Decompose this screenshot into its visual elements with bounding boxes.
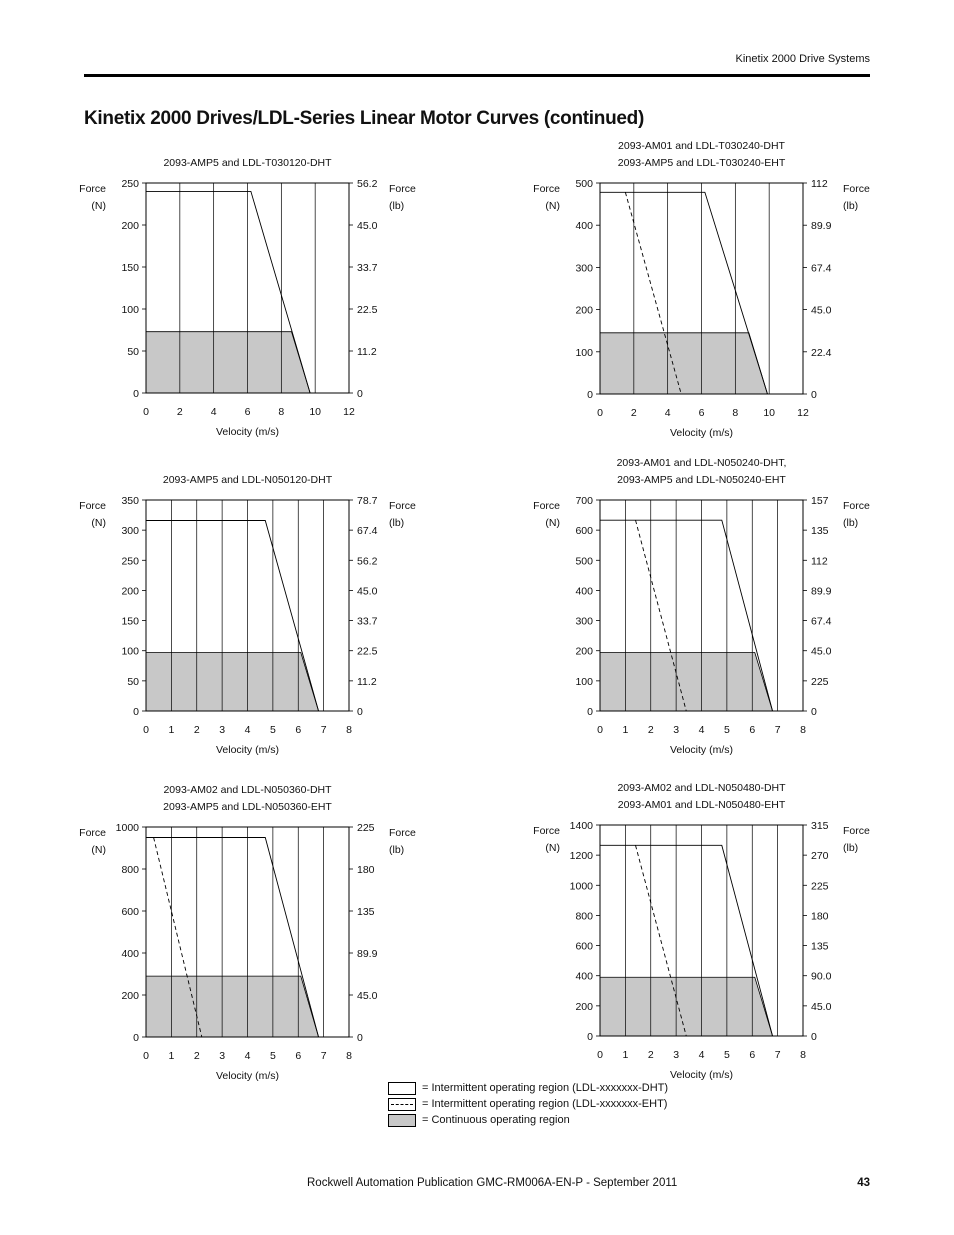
x-tick-label: 12 <box>343 406 355 418</box>
y-tick-label-left: 1000 <box>569 880 593 893</box>
y-tick-label-left: 0 <box>133 706 139 718</box>
y-tick-label-left: 300 <box>121 525 139 538</box>
legend-label: = Intermittent operating region (LDL-xxxxxxx-EHT) <box>422 1098 668 1110</box>
y-tick-label-right: 22.5 <box>357 304 378 316</box>
x-tick-label: 7 <box>774 1049 781 1061</box>
y-tick-label-left: 400 <box>575 970 593 983</box>
y-tick-label-right: 270 <box>811 850 829 863</box>
y-tick-label-left: 0 <box>587 389 593 401</box>
y-tick-label-right: 90.0 <box>811 970 832 983</box>
y-tick-label-right: 45.0 <box>811 1000 832 1013</box>
y-tick-label-left: 100 <box>575 346 593 359</box>
continuous-region <box>146 653 319 711</box>
y-axis-title-left: Force <box>533 183 560 195</box>
x-axis-title: Velocity (m/s) <box>669 1069 734 1081</box>
y-axis-title-right: Force <box>389 500 416 512</box>
force-velocity-chart <box>76 777 419 1097</box>
y-axis-title-right: (lb) <box>843 842 859 854</box>
y-tick-label-right: 0 <box>357 388 363 400</box>
chart-title: 2093-AMP5 and LDL-N050120-DHT <box>162 474 333 486</box>
y-tick-label-right: 0 <box>811 389 817 401</box>
y-tick-label-right: 112 <box>811 178 828 190</box>
y-axis-title-left: Force <box>533 825 560 837</box>
x-tick-label: 5 <box>723 1049 730 1061</box>
legend-label: = Intermittent operating region (LDL-xxxxxxx-DHT) <box>422 1082 669 1094</box>
chart-title: 2093-AMP5 and LDL-N050240-EHT <box>617 474 786 486</box>
x-tick-label: 6 <box>244 406 251 418</box>
y-tick-label-right: 89.9 <box>811 220 832 233</box>
x-axis-title: Velocity (m/s) <box>669 744 734 756</box>
y-tick-label-right: 45.0 <box>357 220 378 232</box>
y-axis-title-left: (N) <box>91 517 106 529</box>
header-rule <box>84 74 870 77</box>
y-tick-label-left: 1400 <box>569 820 593 832</box>
x-axis-title: Velocity (m/s) <box>215 744 280 756</box>
y-tick-label-right: 78.7 <box>357 495 378 507</box>
y-axis-title-left: Force <box>79 500 106 512</box>
x-tick-label: 6 <box>749 1049 756 1061</box>
y-tick-label-left: 1200 <box>569 850 593 863</box>
x-tick-label: 4 <box>210 406 217 418</box>
x-tick-label: 4 <box>244 1050 251 1062</box>
y-tick-label-right: 135 <box>357 906 375 918</box>
x-tick-label: 7 <box>320 724 327 736</box>
y-axis-title-right: Force <box>843 825 870 837</box>
y-tick-label-right: 89.9 <box>811 585 832 598</box>
force-velocity-chart <box>76 450 419 771</box>
force-velocity-chart <box>76 133 419 453</box>
y-tick-label-right: 135 <box>811 940 829 953</box>
y-tick-label-right: 180 <box>357 864 375 876</box>
x-tick-label: 1 <box>622 724 629 736</box>
y-tick-label-left: 200 <box>121 585 139 598</box>
x-tick-label: 1 <box>622 1049 629 1061</box>
x-tick-label: 2 <box>630 407 637 419</box>
y-tick-label-left: 300 <box>575 615 593 628</box>
y-tick-label-right: 33.7 <box>357 615 378 628</box>
x-tick-label: 6 <box>698 407 705 419</box>
y-tick-label-left: 200 <box>575 304 593 317</box>
x-tick-label: 8 <box>346 1050 352 1062</box>
x-axis-title: Velocity (m/s) <box>215 426 280 438</box>
y-tick-label-right: 157 <box>811 495 829 507</box>
force-velocity-chart <box>530 775 873 1096</box>
y-tick-label-left: 150 <box>121 615 139 628</box>
y-tick-label-left: 0 <box>133 388 139 400</box>
y-axis-title-right: (lb) <box>843 517 859 529</box>
x-tick-label: 6 <box>295 1050 302 1062</box>
y-tick-label-right: 11.2 <box>357 346 377 358</box>
x-tick-label: 8 <box>346 724 352 736</box>
y-axis-title-left: (N) <box>91 200 106 212</box>
y-axis-title-right: (lb) <box>389 200 405 212</box>
y-tick-label-left: 1000 <box>115 822 139 834</box>
y-tick-label-left: 600 <box>575 525 593 538</box>
y-tick-label-left: 600 <box>575 940 593 953</box>
x-tick-label: 4 <box>244 724 251 736</box>
legend-label: = Continuous operating region <box>422 1114 570 1126</box>
continuous-region <box>146 332 310 393</box>
x-axis-title: Velocity (m/s) <box>669 427 734 439</box>
y-tick-label-left: 250 <box>121 178 139 190</box>
x-tick-label: 7 <box>774 724 781 736</box>
x-tick-label: 8 <box>278 406 285 418</box>
y-tick-label-left: 400 <box>575 220 593 233</box>
y-tick-label-left: 350 <box>121 495 139 507</box>
legend-swatch-solid <box>388 1082 416 1095</box>
x-tick-label: 0 <box>143 406 149 418</box>
running-header: Kinetix 2000 Drive Systems <box>735 53 870 65</box>
y-tick-label-right: 67.4 <box>811 615 832 628</box>
x-tick-label: 2 <box>647 1049 654 1061</box>
y-tick-label-right: 0 <box>811 706 817 718</box>
y-tick-label-right: 56.2 <box>357 555 378 568</box>
x-tick-label: 4 <box>664 407 671 419</box>
x-tick-label: 5 <box>723 724 730 736</box>
y-axis-title-right: Force <box>389 827 416 839</box>
legend-swatch-dashed <box>388 1098 416 1111</box>
y-tick-label-left: 600 <box>121 906 139 918</box>
y-tick-label-right: 0 <box>357 706 363 718</box>
x-tick-label: 0 <box>597 724 603 736</box>
y-axis-title-left: Force <box>533 500 560 512</box>
x-tick-label: 10 <box>763 407 776 419</box>
y-axis-title-left: Force <box>79 827 106 839</box>
chart-title: 2093-AM02 and LDL-N050480-DHT <box>617 782 786 794</box>
chart-title: 2093-AMP5 and LDL-N050360-EHT <box>163 801 332 813</box>
y-tick-label-right: 22.5 <box>357 645 378 658</box>
x-tick-label: 6 <box>295 724 302 736</box>
y-tick-label-left: 200 <box>121 990 139 1002</box>
chart-title: 2093-AM01 and LDL-T030240-DHT <box>618 140 785 152</box>
y-tick-label-right: 45.0 <box>357 990 378 1002</box>
y-tick-label-left: 200 <box>121 220 139 232</box>
continuous-region <box>146 976 319 1037</box>
y-tick-label-right: 180 <box>811 910 829 923</box>
y-axis-title-right: (lb) <box>843 200 859 212</box>
y-tick-label-left: 250 <box>121 555 139 568</box>
x-tick-label: 0 <box>143 724 149 736</box>
y-tick-label-left: 100 <box>121 645 139 658</box>
y-tick-label-left: 700 <box>575 495 593 507</box>
x-tick-label: 2 <box>193 1050 200 1062</box>
x-tick-label: 2 <box>647 724 654 736</box>
continuous-region <box>600 977 773 1036</box>
y-axis-title-right: Force <box>389 183 416 195</box>
y-axis-title-left: (N) <box>545 842 560 854</box>
y-tick-label-left: 200 <box>575 645 593 658</box>
y-axis-title-left: (N) <box>91 844 106 856</box>
x-tick-label: 5 <box>269 1050 276 1062</box>
force-velocity-chart <box>530 450 873 771</box>
x-tick-label: 5 <box>269 724 276 736</box>
x-tick-label: 0 <box>597 1049 603 1061</box>
y-tick-label-left: 200 <box>575 1000 593 1013</box>
chart-title: 2093-AM02 and LDL-N050360-DHT <box>163 784 332 796</box>
y-axis-title-right: Force <box>843 500 870 512</box>
x-tick-label: 7 <box>320 1050 327 1062</box>
y-tick-label-left: 50 <box>127 346 139 358</box>
y-tick-label-left: 100 <box>121 304 139 316</box>
y-tick-label-right: 11.2 <box>357 675 377 688</box>
y-tick-label-right: 135 <box>811 525 829 538</box>
y-tick-label-right: 225 <box>357 822 375 834</box>
y-tick-label-right: 33.7 <box>357 262 378 274</box>
y-tick-label-right: 0 <box>357 1032 363 1044</box>
y-tick-label-left: 0 <box>587 1031 593 1043</box>
y-tick-label-left: 400 <box>121 948 139 960</box>
legend-swatch-filled <box>388 1114 416 1127</box>
x-tick-label: 1 <box>168 724 175 736</box>
y-tick-label-left: 500 <box>575 178 593 190</box>
y-tick-label-left: 100 <box>575 675 593 688</box>
x-tick-label: 2 <box>193 724 200 736</box>
x-tick-label: 8 <box>800 1049 806 1061</box>
x-tick-label: 0 <box>597 407 603 419</box>
x-tick-label: 0 <box>143 1050 149 1062</box>
y-tick-label-right: 67.4 <box>357 525 378 538</box>
x-tick-label: 10 <box>309 406 322 418</box>
continuous-region <box>600 333 767 394</box>
y-tick-label-right: 225 <box>811 675 829 688</box>
y-tick-label-right: 0 <box>811 1031 817 1043</box>
y-tick-label-left: 0 <box>587 706 593 718</box>
y-tick-label-left: 400 <box>575 585 593 598</box>
x-tick-label: 3 <box>219 724 226 736</box>
y-tick-label-right: 45.0 <box>357 585 378 598</box>
x-tick-label: 3 <box>219 1050 226 1062</box>
y-tick-label-right: 56.2 <box>357 178 378 190</box>
x-tick-label: 3 <box>673 724 680 736</box>
page-title: Kinetix 2000 Drives/LDL-Series Linear Motor Curves (continued) <box>84 108 644 129</box>
chart-title: 2093-AMP5 and LDL-T030120-DHT <box>163 157 332 169</box>
y-tick-label-left: 0 <box>133 1032 139 1044</box>
x-tick-label: 1 <box>168 1050 175 1062</box>
x-tick-label: 6 <box>749 724 756 736</box>
y-axis-title-right: (lb) <box>389 517 405 529</box>
y-tick-label-right: 45.0 <box>811 304 832 317</box>
footer-publication: Rockwell Automation Publication GMC-RM006A-EN-P - September 2011 <box>307 1177 678 1189</box>
y-tick-label-left: 50 <box>127 675 139 688</box>
y-tick-label-left: 150 <box>121 262 139 274</box>
page-number: 43 <box>857 1177 870 1189</box>
force-velocity-chart <box>530 133 873 454</box>
x-tick-label: 4 <box>698 1049 705 1061</box>
x-tick-label: 8 <box>732 407 739 419</box>
y-tick-label-right: 45.0 <box>811 645 832 658</box>
y-tick-label-right: 67.4 <box>811 262 832 275</box>
y-axis-title-left: Force <box>79 183 106 195</box>
y-tick-label-left: 500 <box>575 555 593 568</box>
x-tick-label: 3 <box>673 1049 680 1061</box>
y-axis-title-left: (N) <box>545 200 560 212</box>
y-tick-label-left: 800 <box>121 864 139 876</box>
chart-title: 2093-AM01 and LDL-N050480-EHT <box>617 799 786 811</box>
y-tick-label-right: 89.9 <box>357 948 378 960</box>
y-tick-label-right: 225 <box>811 880 829 893</box>
chart-title: 2093-AM01 and LDL-N050240-DHT, <box>616 457 787 469</box>
y-axis-title-left: (N) <box>545 517 560 529</box>
continuous-region <box>600 653 773 711</box>
y-tick-label-left: 300 <box>575 262 593 275</box>
y-tick-label-right: 112 <box>811 555 828 568</box>
chart-title: 2093-AMP5 and LDL-T030240-EHT <box>617 157 786 169</box>
x-tick-label: 4 <box>698 724 705 736</box>
x-tick-label: 2 <box>176 406 183 418</box>
y-axis-title-right: (lb) <box>389 844 405 856</box>
x-tick-label: 8 <box>800 724 806 736</box>
y-axis-title-right: Force <box>843 183 870 195</box>
x-axis-title: Velocity (m/s) <box>215 1070 280 1082</box>
y-tick-label-right: 315 <box>811 820 829 832</box>
x-tick-label: 12 <box>797 407 809 419</box>
y-tick-label-right: 22.4 <box>811 346 832 359</box>
y-tick-label-left: 800 <box>575 910 593 923</box>
